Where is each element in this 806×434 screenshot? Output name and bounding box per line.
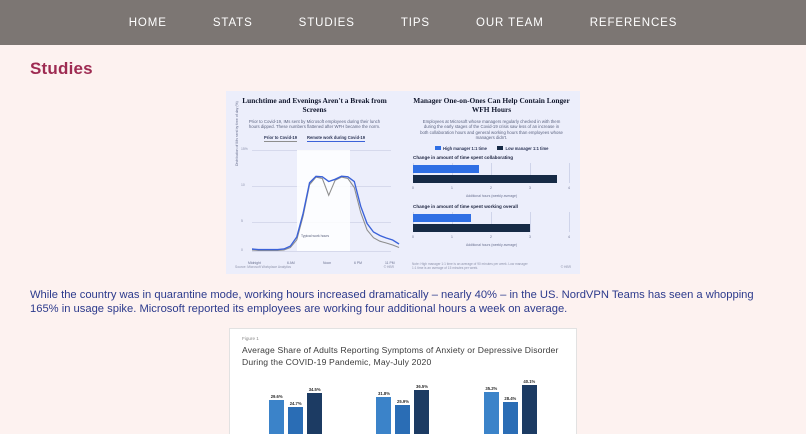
x-tick: 2: [490, 185, 492, 190]
x-tick: 2: [490, 234, 492, 239]
legend-swatch-icon: [497, 146, 503, 150]
bar-item: [395, 399, 410, 434]
nav-item-our-team[interactable]: OUR TEAM: [476, 16, 544, 29]
bar-group: [484, 379, 537, 434]
chart-credit: © HBR: [383, 265, 394, 269]
y-axis-label: Distribution of IMs sent by time of day (%): [235, 101, 239, 166]
bar-item: [288, 401, 303, 434]
x-axis-label: Additional hours (weekly average): [465, 242, 518, 247]
chart-title: Manager One-on-Ones Can Help Contain Longer WFH Hours: [413, 96, 570, 114]
bar-value-label: 29.6%: [270, 393, 283, 399]
x-tick: 3: [529, 185, 531, 190]
figure-anxiety-depression-image: [229, 328, 577, 434]
bar-low-manager: [413, 224, 530, 232]
top-charts-image: [226, 91, 580, 274]
x-tick: Noon: [323, 260, 332, 265]
bar-value-label: 25.9%: [397, 398, 409, 404]
bar-value-label: 24.7%: [289, 400, 302, 406]
chart-legend: [410, 146, 573, 151]
bar-item: [307, 387, 322, 434]
bar-high-manager: [413, 165, 479, 173]
x-axis-label: Additional hours (weekly average): [465, 193, 518, 198]
chart-subtitle: Prior to Covid-19, IMs sent by Microsoft employees during their lunch hours dipped. These numbers flattened after WFH became the norm.: [248, 118, 381, 130]
bar: [484, 392, 499, 434]
legend-label: Low manager 1:1 time: [505, 145, 549, 151]
bar-item: [503, 396, 518, 434]
bar: [395, 405, 410, 434]
nav-item-tips[interactable]: TIPS: [400, 16, 430, 29]
bar: [307, 393, 322, 434]
chart-source: Source: Microsoft Workplace Analytics: [235, 265, 292, 269]
x-tick: Midnight: [248, 260, 261, 265]
chart-title: Lunchtime and Evenings Aren't a Break from Screens: [242, 96, 387, 114]
nav-item-references[interactable]: REFERENCES: [589, 16, 678, 29]
legend-swatch-icon: [435, 146, 441, 150]
gridline: [530, 212, 531, 232]
bar-panel-title: Change in amount of time spent collaborating: [413, 154, 514, 160]
figure-plot-area: [242, 379, 564, 434]
bar-value-label: 34.5%: [308, 386, 321, 392]
nav-item-stats[interactable]: STATS: [212, 16, 253, 29]
x-tick: 11 PM: [385, 260, 395, 265]
series-prior-covid-line: [252, 177, 399, 250]
gridline: [569, 212, 570, 232]
chart-credit: © HBR: [560, 265, 571, 269]
bar: [414, 390, 429, 434]
annotation-typical-work-hours: Typical work hours: [301, 233, 330, 238]
chart-manager-one-on-ones: [403, 91, 580, 274]
nav-item-home[interactable]: HOME: [128, 16, 167, 29]
x-tick: 1: [451, 234, 453, 239]
bar-item: [269, 394, 284, 434]
bar-panel-collaborating: [413, 155, 570, 198]
y-tick: 0: [241, 247, 243, 252]
axis-baseline: [252, 251, 391, 252]
x-tick: 1: [451, 185, 453, 190]
bar-plot-area: [413, 212, 570, 238]
chart-subtitle: Employees at Microsoft whose managers regularly checked in with them during the early stages of the Covid-19 crisis saw less of an increase in both collaboration hours and general working hours than employees whose managers didn't.: [420, 118, 563, 141]
x-tick: 3: [529, 234, 531, 239]
bar-group: [269, 387, 322, 434]
bar: [522, 385, 537, 434]
y-tick: 10: [241, 182, 245, 187]
bar-panel-working-overall: [413, 204, 570, 247]
nav-item-studies[interactable]: STUDIES: [298, 16, 355, 29]
chart-lunchtime-evenings: [226, 91, 403, 274]
bar-value-label: 40.1%: [523, 378, 536, 384]
page-title: Studies: [30, 59, 93, 78]
bar-value-label: 31.8%: [378, 390, 390, 396]
legend-label: Prior to Covid-19: [264, 134, 297, 140]
bar-low-manager: [413, 175, 557, 183]
bar-item: [484, 386, 499, 434]
bar-panel-title: Change in amount of time spent working overall: [413, 203, 518, 209]
bar: [376, 397, 391, 434]
legend-entry-prior-covid: [264, 135, 297, 142]
x-tick: 0: [412, 234, 414, 239]
x-tick: 6 AM: [287, 260, 295, 265]
chart-note: Note: High manager 1:1 time is an average of 90 minutes per week. Low manager 1:1 time is an average of 15 minutes per week.: [412, 261, 528, 270]
bar: [503, 402, 518, 434]
x-tick: 6 PM: [354, 260, 362, 265]
y-tick: 5: [241, 218, 243, 223]
bar-value-label: 28.4%: [504, 395, 517, 401]
bar: [269, 400, 284, 434]
bar-high-manager: [413, 214, 471, 222]
y-tick: 15%: [241, 146, 248, 151]
bar-item: [414, 384, 429, 434]
page-content: [0, 45, 806, 434]
bar-value-label: 35.2%: [485, 385, 498, 391]
legend-label: High manager 1:1 time: [443, 145, 487, 151]
x-tick: 4: [568, 185, 570, 190]
bar-item: [522, 379, 537, 434]
top-navigation-bar: [0, 0, 806, 45]
chart-legend: [233, 135, 396, 142]
legend-entry-low-manager: [497, 146, 549, 151]
bar-value-label: 36.5%: [416, 383, 428, 389]
x-tick: 4: [568, 234, 570, 239]
gridline: [569, 163, 570, 183]
studies-paragraph: While the country was in quarantine mode, working hours increased dramatically – nearly 40% – in the US. NordVPN Teams has seen a whopping 165% in usage spike. Microsoft reported its employees are working four additional hours a week on average.: [30, 289, 754, 315]
nav-list: [106, 17, 701, 29]
bar-plot-area: [413, 163, 570, 189]
figure-title: Average Share of Adults Reporting Symptoms of Anxiety or Depressive Disorder During the COVID-19 Pandemic, May-July 2020: [242, 345, 559, 367]
line-series-svg: [252, 146, 407, 251]
bar-item: [376, 391, 391, 434]
legend-label: Remote work during Covid-19: [306, 134, 365, 140]
legend-entry-high-manager: [435, 146, 487, 151]
x-tick: 0: [412, 185, 414, 190]
bar-group: [376, 384, 429, 434]
bar: [288, 407, 303, 434]
figure-number: Figure 1: [242, 336, 259, 341]
legend-entry-remote-covid: [307, 135, 365, 142]
